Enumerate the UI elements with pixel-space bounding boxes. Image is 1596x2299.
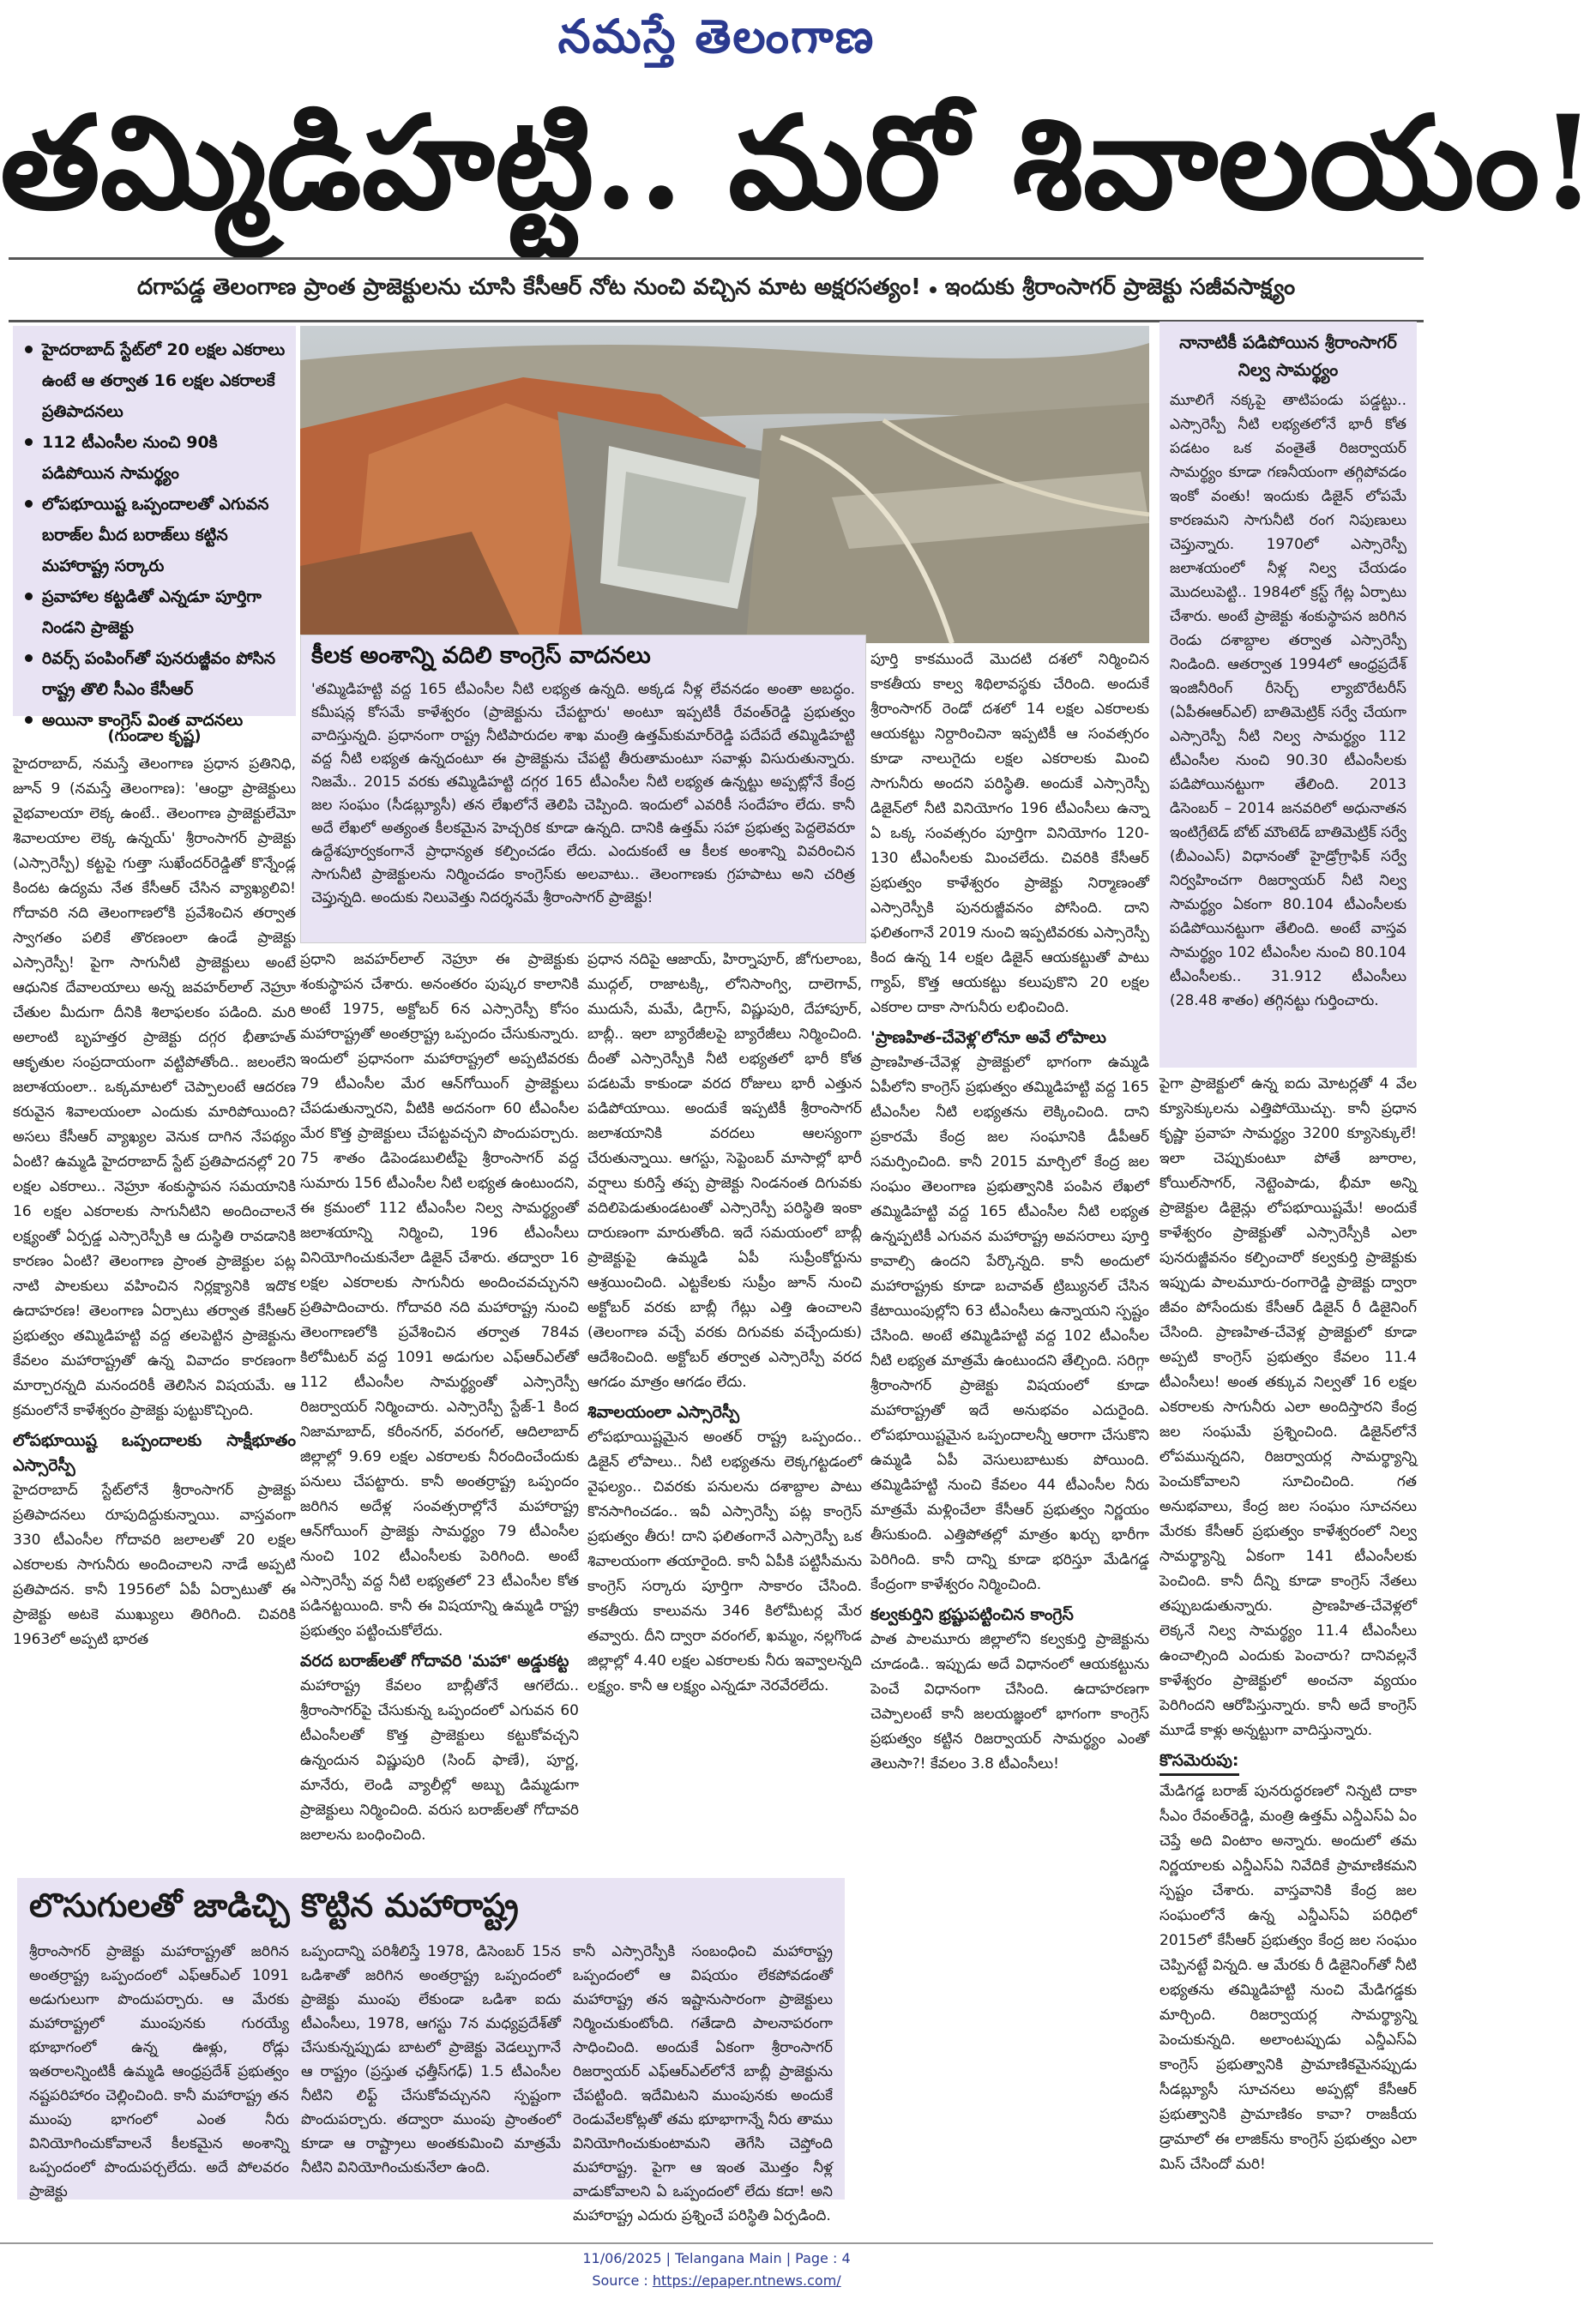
article-text: పూర్తి కాకముందే మొదటి దశలో నిర్మించిన కాకతీయ కాల్వ శిథిలావస్థకు చేరింది. అందుకే శ్రీరాంసాగర్ రెండో దశలో 14 లక్షల ఎకరాలకు ఆయకట్టు నిర్దారించినా ఇప్పటికీ ఆ సంవత్సరం కూడా నాలుగైదు లక్షల ఎకరాలకు మించి సాగునీరు అందని పరిస్థితి. అందుకే ఎస్సారెస్పీ డిజైన్‌లో నీటి వినియోగం 196 టీఎంసీలు ఉన్నా ఏ ఒక్క సంవత్సరం పూర్తిగా వినియోగం 120-130 టీఎంసీలకు మించలేదు. చివరికి కేసీఆర్ ప్రభుత్వం కాళేశ్వరం ప్రాజెక్టు నిర్మాణంతో ఎస్సారెస్పీకి పునరుజ్జీవనం పోసింది. దాని ఫలితంగానే 2019 నుంచి ఇప్పటివరకు ఎస్సారెస్పీ కింద ఉన్న 14 లక్షల డిజైన్ ఆయకట్టుతో పాటు గ్యాప్, కొత్త ఆయకట్టు కలుపుకొని 20 లక్షల ఎకరాల దాకా సాగునీరు లభించింది. (870, 651, 1149, 1016)
article-text: ప్రధాన నదిపై ఆజాయ్, హిర్నాపూర్, జోగులాంబ, ముద్గల్, రాజాటక్కి, లోనిసాంగ్వి, దాలెగావ్, ముదుసే, మమే, డిగ్రాస్, విష్ణుపురి, దేహాపూర్, బాబ్లీ.. ఇలా బ్యారేజీలపై బ్యారేజీలు నిర్మించింది. దీంతో ఎస్సారెస్పీకి నీటి లభ్యతలో భారీ కోత పడటమే కాకుండా వరద రోజులు భారీ ఎత్తున పడిపోయాయి. అందుకే ఇప్పటికీ శ్రీరాంసాగర్ జలాశయానికి వరదలు ఆలస్యంగా చేరుతున్నాయి. ఆగస్టు, సెప్టెంబర్ మాసాల్లో భారీ వర్షాలు కురిస్తే తప్ప ప్రాజెక్టు నిండనంత దిగువకు వదిలిపెడుతుండటంతో ఎస్సారెస్పీ పరిస్థితి ఇంకా దారుణంగా మారుతోంది. ఇదే సమయంలో బాబ్లీ ప్రాజెక్టుపై ఉమ్మడి ఏపీ సుప్రీంకోర్టును ఆశ్రయించింది. ఎట్టకేలకు సుప్రీం జూన్ నుంచి అక్టోబర్ వరకు బాబ్లీ గేట్లు ఎత్తి ఉంచాలని (తెలంగాణ వచ్చే వరకు దిగువకు వచ్చేందుకు) ఆదేశించింది. అక్టోబర్ తర్వాత ఎస్సారెస్పీ వరద ఆగడం మాత్రం ఆగడం లేదు. (587, 951, 862, 1391)
source-line (0, 2270, 1433, 2292)
source-link[interactable]: https://epaper.ntnews.com/ (652, 2272, 841, 2289)
caption-body: 'తమ్మిడిహట్టి వద్ద 165 టీఎంసీల నీటి లభ్యత ఉన్నది. అక్కడ నీళ్ల లేవనడం అంతా అబద్ధం. కమీషన్ల కోసమే కాళేశ్వరం (ప్రాజెక్టును చేపట్టారు' అంటూ ఇప్పటికీ రేవంత్‌రెడ్డి ప్రభుత్వం వాదిస్తున్నది. ప్రధానంగా రాష్ట్ర నీటిపారుదల శాఖ మంత్రి ఉత్తమ్‌కుమార్‌రెడ్డి పదేపదే తమ్మిడిహట్టి వద్ద నీటి లభ్యత ఉన్నదంటూ ఈ ప్రాజెక్టును చేపట్టి తీరుతామంటూ సవాళ్లు విసురుతున్నారు. నిజమే.. 2015 వరకు తమ్మిడిహట్టి దగ్గర 165 టీఎంసీల నీటి లభ్యత ఉన్నట్టు అప్పట్లోనే కేంద్ర జల సంఘం (సీడబ్ల్యూసీ) తన లేఖలోనే తెలిపి చెప్పింది. ఇందులో ఎవరికీ సందేహం లేదు. కానీ అదే లేఖలో అత్యంత కీలకమైన హెచ్చరిక కూడా ఉన్నది. దానికి ఉత్తమ్ సహా ప్రభుత్వ పెద్దలెవరూ ఉద్దేశపూర్వకంగానే ప్రాధాన్యత కల్పించడం లేదు. ఎందుకంటే ఆ కీలక అంశాన్ని వివరించిన సాగునీటి ప్రాజెక్టులను నిర్మించడం కాంగ్రెస్‌కు అలవాటు.. తెలంగాణకు గ్రహపాటు అని చరిత్ర చెప్తున్నది. అందుకు నిలువెత్తు నిదర్శనమే శ్రీరాంసాగర్ ప్రాజెక్టు! (311, 681, 855, 906)
masthead: నమస్తే తెలంగాణ (557, 9, 876, 63)
subheading: కల్వకుర్తిని భ్రష్టుపట్టించిన కాంగ్రెస్ (870, 1605, 1074, 1624)
source-label: Source : (592, 2272, 653, 2289)
article-column-2 (300, 948, 579, 1874)
article-column-5 (1159, 1072, 1417, 2212)
box-title: లొసుగులతో జాడిచ్చి కొట్టిన మహారాష్ట్ర (29, 1887, 519, 1924)
article-text: లోపభూయిష్టమైన అంతర్ రాష్ట్ర ఒప్పందం.. డిజైన్ లోపాలు.. నీటి లభ్యతను లెక్కగట్టడంలో వైఫల్యం.. చివరకు పనులను దశాబ్దాల పాటు కొనసాగించడం.. ఇవీ ఎస్సారెస్పీ పట్ల కాంగ్రెస్ ప్రభుత్వం తీరు! దాని ఫలితంగానే ఎస్సారెస్పీ ఒక శివాలయంగా తయారైంది. కానీ ఏపీకి పట్టిసీమను కాంగ్రెస్ సర్కారు పూర్తిగా సాకారం చేసింది. కాకతీయ కాలువను 346 కిలోమీటర్ల మేర తవ్వారు. దీని ద్వారా వరంగల్, ఖమ్మం, నల్లగొండ జిల్లాల్లో 4.40 లక్షల ఎకరాలకు నీరు ఇవ్వాలన్నది లక్ష్యం. కానీ ఆ లక్ష్యం ఎన్నడూ నెరవేరలేదు. (587, 1429, 862, 1694)
article-text: ప్రధాని జవహర్‌లాల్ నెహ్రూ ఈ ప్రాజెక్టుకు శంకుస్థాపన చేశారు. అనంతరం పుష్కర కాలానికి అంటే 1975, అక్టోబర్ 6న ఎస్సారెస్పీ కోసం మహారాష్ట్రతో అంతర్రాష్ట్ర ఒప్పందం చేసుకున్నారు. ఇందులో ప్రధానంగా మహారాష్ట్రలో అప్పటివరకు 79 టీఎంసీల మేర ఆన్‌గోయింగ్ ప్రాజెక్టులు చేపడుతున్నారని, వీటికి అదనంగా 60 టీఎంసీల మేర కొత్త ప్రాజెక్టులు చేపట్టవచ్చని పొందుపర్చారు. 75 శాతం డిపెండబులిటీపై శ్రీరాంసాగర్ వద్ద సుమారు 156 టీఎంసీల నీటి లభ్యత ఉంటుందని, ఈ క్రమంలో 112 టీఎంసీల నిల్వ సామర్థ్యంతో జలాశయాన్ని నిర్మించి, 196 టీఎంసీలు వినియోగించుకునేలా డిజైన్ చేశారు. తద్వారా 16 లక్షల ఎకరాలకు సాగునీరు అందించవచ్చునని ప్రతిపాదించారు. గోదావరి నది మహారాష్ట్ర నుంచి తెలంగాణలోకి ప్రవేశించిన తర్వాత 784వ కిలోమీటర్ వద్ద 1091 అడుగుల ఎఫ్ఆర్ఎల్‌తో 112 టీఎంసీల సామర్థ్యంతో ఎస్సారెస్పీ రిజర్వాయర్ నిర్మించారు. ఎస్సారెస్పీ స్టేజ్-1 కింద నిజామాబాద్, కరీంనగర్, వరంగల్, ఆదిలాబాద్ జిల్లాల్లో 9.69 లక్షల ఎకరాలకు నీరందించేందుకు పనులు చేపట్టారు. కానీ అంతర్రాష్ట్ర ఒప్పందం జరిగిన అదేళ్ల సంవత్సరాల్లోనే మహారాష్ట్ర ఆన్‌గోయింగ్ ప్రాజెక్టు సామర్థ్యం 79 టీఎంసీల నుంచి 102 టీఎంసీలకు పెరిగింది. అంటే ఎస్సారెస్పీ వద్ద నీటి లభ్యతలో 23 టీఎంసీల కోత పడినట్టయింది. కానీ ఈ విషయాన్ని ఉమ్మడి రాష్ట్ర ప్రభుత్వం పట్టించుకోలేదు. (300, 951, 579, 1640)
aerial-photo (300, 326, 1149, 643)
subheading: కొసమెరుపు: (1159, 1748, 1239, 1776)
caption-title: కీలక అంశాన్ని వదిలి కాంగ్రెస్ వాదనలు (311, 642, 651, 669)
subheading: 'ప్రాణహిత-చేవెళ్ల'లోనూ అవే లోపాలు (870, 1028, 1106, 1047)
maharashtra-box (17, 1878, 845, 2224)
box-text: ఒప్పందాన్ని పరిశీలిస్తే 1978, డిసెంబర్ 15న ఒడిశాతో జరిగిన అంతర్రాష్ట్ర ఒప్పందంలో ప్రాజెక్టు ముంపు లేకుండా ఒడిశా ఐదు టీఎంసీలు, 1978, ఆగస్టు 7న మధ్యప్రదేశ్‌తో చేసుకున్నప్పుడు బాటలో ప్రాజెక్టు వెడల్పుగానే ఆ రాష్ట్రం (ప్రస్తుత ఛత్తీస్‌గఢ్) 1.5 టీఎంసీల నీటిని లిఫ్ట్ చేసుకోవచ్చునని స్పష్టంగా పొందుపర్చారు. తద్వారా ముంపు ప్రాంతంలో కూడా ఆ రాష్ట్రాలు అంతకుమించి మాత్రమే నీటిని వినియోగించుకునేలా ఉంది. (301, 1943, 561, 2176)
headline: తమ్మిడిహట్టి.. మరో శివాలయం! (0, 87, 1596, 238)
highlight-item: రివర్స్ పంపింగ్‌తో పునరుజ్జీవం పోసిన రాష్ట్ర తొలి సీఎం కేసీఆర్ (20, 643, 289, 705)
highlights-box (13, 326, 296, 730)
article-column-4 (870, 647, 1149, 2208)
byline: (గుండాల కృష్ణ) (107, 727, 202, 745)
highlight-item: ప్రవాహాల కట్టడితో ఎన్నడూ పూర్తిగా నిండని ప్రాజెక్టు (20, 581, 289, 643)
sidebox-title: నానాటికీ పడిపోయిన శ్రీరాంసాగర్ నిల్వ సామర్థ్యం (1179, 332, 1397, 380)
highlight-item: హైదరాబాద్ స్టేట్‌లో 20 లక్షల ఎకరాలు ఉంటే ఆ తర్వాత 16 లక్షల ఎకరాలకే ప్రతిపాదనలు (20, 334, 289, 427)
caption-box (300, 635, 866, 943)
footer (0, 2242, 1433, 2292)
box-text: కానీ ఎస్సారెస్పీకి సంబంధించి మహారాష్ట్ర ఒప్పందంలో ఆ విషయం లేకపోవడంతో మహారాష్ట్ర తన ఇష్టానుసారంగా ప్రాజెక్టులు నిర్మించుకుంటోంది. గతేడాది పాలనాపరంగా సాధించింది. అందుకే ఏకంగా శ్రీరాంసాగర్ రిజర్వాయర్ ఎఫ్ఆర్ఎల్‌లోనే బాబ్లీ ప్రాజెక్టును చేపట్టింది. ఇదేమిటని ముంపునకు అందుకే రెండువేలకోట్లతో తమ భూభాగాన్నే నీరు తాము వినియోగించుకుంటామని తెగేసి చెప్తోంది మహారాష్ట్ర. పైగా ఆ ఇంత మొత్తం నీళ్ల వాడుకోవాలని ఏ ఒప్పందంలో లేదు కదా! అని మహారాష్ట్ర ఎదురు ప్రశ్నించే పరిస్థితి ఏర్పడింది. (573, 1943, 833, 2224)
article-column-1 (13, 720, 296, 1874)
highlight-item: లోపభూయిష్ట ఒప్పందాలతో ఎగువన బరాజ్‌ల మీద బరాజ్‌లు కట్టిన మహారాష్ట్ర సర్కారు (20, 489, 289, 581)
article-text: హైదరాబాద్, నమస్తే తెలంగాణ ప్రధాన ప్రతినిధి, జూన్ 9 (నమస్తే తెలంగాణ): 'ఆంధ్రా ప్రాజెక్టులు వైభవాలయా లెక్క ఉంటే.. తెలంగాణ ప్రాజెక్టులేమో శివాలయాల లెక్క ఉన్నయ్' శ్రీరాంసాగర్ ప్రాజెక్టు (ఎస్సారెస్పీ) కట్టపై గుత్తా సుఖేందర్‌రెడ్డితో కొన్నేండ్ల కిందట ఉద్యమ నేత కేసీఆర్ చేసిన వ్యాఖ్యలివి! గోదావరి నది తెలంగాణలోకి ప్రవేశించిన తర్వాత స్వాగతం పలికే తొరణంలా ఉండే ప్రాజెక్టు ఎస్సారెస్పీ! పైగా సాగునీటి ప్రాజెక్టులు అంటే ఆధునిక దేవాలయాలు అన్న జవహర్‌లాల్ నెహ్రూ చేతుల మీదుగా దీనికి శిలాఫలకం పడింది. మరి అలాంటి బృహత్తర ప్రాజెక్టు దగ్గర భీతాహత్ ఆకృతుల సంప్రదాయంగా వట్టిపోతోంది.. జలంలేని జలాశయంలా.. ఒక్కమాటలో చెప్పాలంటే ఆదరణ కరువైన శివాలయంలా ఎందుకు మారిపోయింది? అసలు కేసీఆర్ వ్యాఖ్యల వెనుక దాగిన నేపథ్యం ఏంటి? ఉమ్మడి హైదరాబాద్ స్టేట్ ప్రతిపాదనల్లో 20 లక్షల ఎకరాలు.. నెహ్రూ శంకుస్థాపన సమయానికి 16 లక్షల ఎకరాలకు సాగునీటిని అందించాలనే లక్ష్యంతో ఏర్పడ్డ ఎస్సారెస్పీకి ఆ దుస్థితి రావడానికి కారణం ఏంటి? తెలంగాణ ప్రాంత ప్రాజెక్టుల పట్ల నాటి పాలకులు వహించిన నిర్లక్ష్యానికి ఇదొక ఉదాహరణ! తెలంగాణ ఏర్పాటు తర్వాత కేసీఆర్ ప్రభుత్వం తమ్మిడిహట్టి వద్ద తలపెట్టిన ప్రాజెక్టును కేవలం మహారాష్ట్రతో ఉన్న వివాదం కారణంగా మార్చారన్నది మనందరికీ తెలిసిన విషయమే. ఆ క్రమంలోనే కాళేశ్వరం ప్రాజెక్టు పుట్టుకొచ్చింది. (13, 755, 296, 1419)
subheading: వరద బరాజ్‌లతో గోదావరి 'మహా' అడ్డుకట్ట (300, 1652, 569, 1670)
subheading: లోపభూయిష్ట ఒప్పందాలకు సాక్షీభూతం ఎస్సారెస్పీ (13, 1431, 296, 1475)
article-text: హైదరాబాద్ స్టేట్‌లోనే శ్రీరాంసాగర్ ప్రాజెక్టు ప్రతిపాదనలు రూపుదిద్దుకున్నాయి. వాస్తవంగా 330 టీఎంసీల గోదావరి జలాలతో 20 లక్షల ఎకరాలకు సాగునీరు అందించాలని నాడే అప్పటి ప్రతిపాదన. కానీ 1956లో ఏపీ ఏర్పాటుతో ఈ ప్రాజెక్టు అటకె ముఖ్యులు తిరిగింది. చివరికి 1963లో అప్పటి భారత (13, 1482, 296, 1648)
highlight-item: అయినా కాంగ్రెస్ వింత వాదనలు (20, 705, 289, 736)
edition-info: 11/06/2025 | Telangana Main | Page : 4 (582, 2250, 851, 2266)
subheading: శివాలయంలా ఎస్సారెస్పీ (587, 1403, 740, 1422)
article-text: మహారాష్ట్ర కేవలం బాబ్లీతోనే ఆగలేదు.. శ్రీరాంసాగర్‌పై చేసుకున్న ఒప్పందంలో ఎగువన 60 టీఎంసీలతో కొత్త ప్రాజెక్టులు కట్టుకోవచ్చని ఉన్నందున విష్ణుపురి (సింద్ ఫాణే), పూర్ణ, మానేరు, లెండి వ్యాలీల్లో అబ్బు డిమ్మడుగా ప్రాజెక్టులు నిర్మించింది. వరుస బరాజ్‌లతో గోదావరి జలాలను బంధించింది. (300, 1677, 579, 1844)
article-text: పైగా ప్రాజెక్టులో ఉన్న ఐదు మోటర్లతో 4 వేల క్యూసెక్కులను ఎత్తిపోయొచ్చు. కానీ ప్రధాన కృష్ణా ప్రవాహ సామర్థ్యం 3200 క్యూసెక్కులే! ఇలా చెప్పుకుంటూ పోతే జూరాల, కోయిల్‌సాగర్, నెట్టెంపాడు, భీమా అన్ని ప్రాజెక్టుల డిజైన్లు లోపభూయిష్టమే! అందుకే కాళేశ్వరం ప్రాజెక్టుతో ఎస్సారెస్పీకి ఎలా పునరుజ్జీవనం కల్పించారో కల్వకుర్తి ప్రాజెక్టుకు ఇప్పుడు పాలమూరు-రంగారెడ్డి ప్రాజెక్టు ద్వారా జీవం పోసేందుకు కేసీఆర్ డిజైన్ రీ డిజైనింగ్ చేసింది. ప్రాణహిత-చేవెళ్ల ప్రాజెక్టులో కూడా అప్పటి కాంగ్రెస్ ప్రభుత్వం కేవలం 11.4 టీఎంసీలు! అంత తక్కువ నిల్వతో 16 లక్షల ఎకరాలకు సాగునీరు ఎలా అందిస్తారని కేంద్ర జల సంఘమే ప్రశ్నించింది. డిజైన్‌లోనే లోపమున్నదని, రిజర్వాయర్ల సామర్థ్యాన్ని పెంచుకోవాలని సూచించింది. గత అనుభవాలు, కేంద్ర జల సంఘం సూచనలు మేరకు కేసీఆర్ ప్రభుత్వం కాళేశ్వరంలో నిల్వ సామర్థ్యాన్ని ఏకంగా 141 టీఎంసీలకు పెంచింది. కానీ దీన్ని కూడా కాంగ్రెస్ నేతలు తప్పుబడుతున్నారు. ప్రాణహిత-చేవెళ్లలో లెక్కనే నిల్వ సామర్థ్యం 11.4 టీఎంసీలు ఉంచాల్సింది ఎందుకు పెంచారు? దానివల్లనే కాళేశ్వరం ప్రాజెక్టులో అంచనా వ్యయం పెరిగిందని ఆరోపిస్తున్నారు. కానీ అదే కాంగ్రెస్ మూడే కాళ్లు అన్నట్టుగా వాదిస్తున్నారు. (1159, 1075, 1417, 1739)
article-text: మేడిగడ్డ బరాజ్ పునరుద్ధరణలో నిన్నటి దాకా సీఎం రేవంత్‌రెడ్డి, మంత్రి ఉత్తమ్ ఎన్డీఎస్ఏ ఏం చెప్తే అది వింటాం అన్నారు. అందులో తమ నిర్ణయాలకు ఎన్డీఎస్ఏ నివేదికే ప్రామాణికమని స్పష్టం చేశారు. వాస్తవానికి కేంద్ర జల సంఘంలోనే ఉన్న ఎన్డీఎస్ఏ పరిధిలో 2015లో కేసీఆర్ ప్రభుత్వం కేంద్ర జల సంఘం చెప్పినట్టే విన్నది. ఆ మేరకు రీ డిజైనింగ్‌తో నీటి లభ్యతను తమ్మిడిహట్టి నుంచి మేడిగడ్డకు మార్చింది. రిజర్వాయర్ల సామర్థ్యాన్ని పెంచుకున్నది. అలాంటప్పుడు ఎన్డీఎస్ఏ కాంగ్రెస్ ప్రభుత్వానికి ప్రామాణికమైనప్పుడు సీడబ్ల్యూసీ సూచనలు అప్పట్లో కేసీఆర్ ప్రభుత్వానికి ప్రామాణికం కావా? రాజకీయ డ్రామాలో ఈ లాజిక్‌ను కాంగ్రెస్ ప్రభుత్వం ఎలా మిస్ చేసిందో మరి! (1159, 1783, 1417, 2173)
strap (9, 257, 1424, 322)
bullet-icon (930, 286, 937, 293)
highlight-item: 112 టీఎంసీల నుంచి 90కి పడిపోయిన సామర్థ్యం (20, 427, 289, 489)
sidebox-body: మూలిగే నక్కపై తాటిపండు పడ్డట్టు.. ఎస్సారెస్పీ నీటి లభ్యతలోనే భారీ కోత పడటం ఒక వంతైతే రిజర్వాయర్ సామర్థ్యం కూడా గణనీయంగా తగ్గిపోవడం ఇంకో వంతు! ఇందుకు డిజైన్ లోపమే కారణమని సాగునీటి రంగ నిపుణులు చెప్తున్నారు. 1970లో ఎస్సారెస్పీ జలాశయంలో నీళ్ల నిల్వ చేయడం మొదలుపెట్టి.. 1984లో క్రస్ట్ గేట్ల ఏర్పాటు చేశారు. అంటే ప్రాజెక్టు శంకుస్థాపన జరిగిన రెండు దశాబ్దాల తర్వాత ఎస్సారెస్పీ నిండింది. ఆతర్వాత 1994లో ఆంధ్రప్రదేశ్ ఇంజినీరింగ్ రీసెర్చ్ ల్యాబొరేటరీస్ (ఏపీఈఆర్ఎల్) బాతిమెట్రిక్ సర్వే చేయగా ఎస్సారెస్పీ నీటి నిల్వ సామర్థ్యం 112 టీఎంసీల నుంచి 90.30 టీఎంసీలకు పడిపోయినట్టుగా తేలింది. 2013 డిసెంబర్ – 2014 జనవరిలో అధునాతన ఇంటిగ్రేటెడ్ బోట్ మౌంటెడ్ బాతిమెట్రిక్ సర్వే (బీఎంఎస్) విధానంతో హైడ్రోగ్రాఫిక్ సర్వే నిర్వహించగా రిజర్వాయర్ నీటి నిల్వ సామర్థ్యం ఏకంగా 80.104 టీఎంసీలకు పడిపోయినట్టుగా తేలింది. అంటే వాస్తవ సామర్థ్యం 102 టీఎంసీల నుంచి 80.104 టీఎంసీలకు.. 31.912 టీఎంసీలు (28.48 శాతం) తగ్గినట్టు గుర్తించారు. (1170, 392, 1406, 1009)
strap-left: దగాపడ్డ తెలంగాణ ప్రాంత ప్రాజెక్టులను చూసి కేసీఆర్ నోట నుంచి వచ్చిన మాట అక్షరసత్యం! (136, 274, 921, 300)
article-text: ప్రాణహిత-చేవెళ్ల ప్రాజెక్టులో భాగంగా ఉమ్మడి ఏపీలోని కాంగ్రెస్ ప్రభుత్వం తమ్మిడిహట్టి వద్ద 165 టీఎంసీల నీటి లభ్యతను లెక్కించింది. దాని ప్రకారమే కేంద్ర జల సంఘానికి డీపీఆర్ సమర్పించింది. కానీ 2015 మార్చిలో కేంద్ర జల సంఘం తెలంగాణ ప్రభుత్వానికి పంపిన లేఖలో తమ్మిడిహట్టి వద్ద 165 టీఎంసీల నీటి లభ్యత ఉన్నప్పటికీ ఎగువన మహారాష్ట్ర అవసరాలు పూర్తి కావాల్సి ఉందని పేర్కొన్నది. కానీ అందులో మహారాష్ట్రకు కూడా బచావత్ ట్రిబ్యునల్ చేసిన కేటాయింపుల్లోని 63 టీఎంసీలు ఉన్నాయని స్పష్టం చేసింది. అంటే తమ్మిడిహట్టి వద్ద 102 టీఎంసీల నీటి లభ్యత మాత్రమే ఉంటుందని తేల్చింది. సరిగ్గా శ్రీరాంసాగర్ ప్రాజెక్టు విషయంలో కూడా మహారాష్ట్రతో ఇదే అనుభవం ఎదురైంది. లోపభూయిష్టమైన ఒప్పందాలన్నీ ఆరాగా చేసుకొని ఉమ్మడి ఏపీ వెసులుబాటుకు పోయింది. తమ్మిడిహట్టి నుంచి కేవలం 44 టీఎంసీల నీరు మాత్రమే మళ్లించేలా కేసీఆర్ ప్రభుత్వం నిర్ణయం తీసుకుంది. ఎత్తిపోతల్లో మాత్రం ఖర్చు భారీగా పెరిగింది. కానీ దాన్ని కూడా భరిస్తూ మేడిగడ్డ కేంద్రంగా కాళేశ్వరం నిర్మించింది. (870, 1054, 1149, 1593)
article-column-3 (587, 948, 862, 1874)
article-text: పాత పాలమూరు జిల్లాలోని కల్వకుర్తి ప్రాజెక్టును చూడండి.. ఇప్పుడు అదే విధానంలో ఆయకట్టును పెంచే విధానంగా చేసింది. ఉదాహరణగా చెప్పాలంటే కానీ జలయజ్ఞంలో భాగంగా కాంగ్రెస్ ప్రభుత్వం కట్టిన రిజర్వాయర్ సామర్థ్యం ఎంతో తెలుసా?! కేవలం 3.8 టీఎంసీలు! (870, 1631, 1149, 1772)
box-text: శ్రీరాంసాగర్ ప్రాజెక్టు మహారాష్ట్రతో జరిగిన అంతర్రాష్ట్ర ఒప్పందంలో ఎఫ్ఆర్ఎల్ 1091 అడుగులుగా పొందుపర్చారు. ఆ మేరకు మహారాష్ట్రలో ముంపునకు గురయ్యే భూభాగంలో ఉన్న ఊళ్లు, రోడ్లు ఇతరాలన్నింటికీ ఉమ్మడి ఆంధ్రప్రదేశ్ ప్రభుత్వం నష్టపరిహారం చెల్లించింది. కానీ మహారాష్ట్ర తన ముంపు భాగంలో ఎంత నీరు వినియోగించుకోవాలనే కీలకమైన అంశాన్ని ఒప్పందంలో పొందుపర్చలేదు. అదే పోలవరం ప్రాజెక్టు (29, 1943, 289, 2200)
reservoir-aerial-image (300, 326, 1149, 643)
storage-capacity-box (1159, 322, 1417, 1068)
strap-right: ఇందుకు శ్రీరాంసాగర్ ప్రాజెక్టు సజీవసాక్ష్యం (944, 274, 1296, 300)
